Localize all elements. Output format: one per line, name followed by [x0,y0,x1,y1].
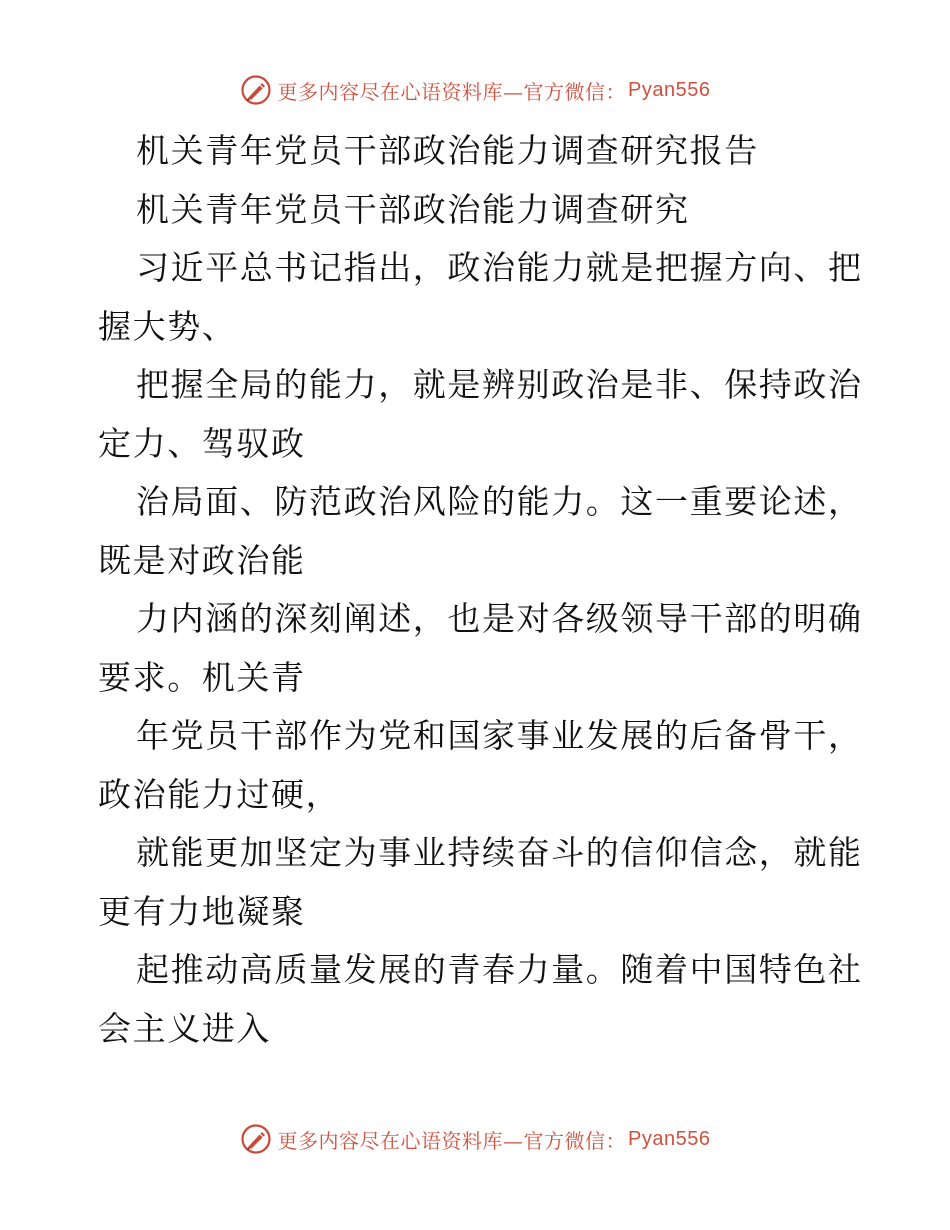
document-title: 机关青年党员干部政治能力调查研究报告 [136,131,759,170]
header-wechat-id: Pyan556 [628,78,711,101]
pen-logo-icon [240,74,272,106]
footer-watermark [240,1123,711,1155]
paragraph-line: 政治能力过硬， [98,774,341,814]
paragraph-line: 既是对政治能 [98,540,306,580]
paragraph-line: 更有力地凝聚 [98,891,306,931]
paragraph-line: 把握全局的能力，就是辨别政治是非、保持政治 [136,365,863,404]
paragraph-line: 治局面、防范政治风险的能力。这一重要论述， [136,482,863,521]
footer-text: 更多内容尽在心语资料库—官方微信： [277,1128,627,1153]
paragraph-line: 起推动高质量发展的青春力量。随着中国特色社 [136,950,863,989]
footer-wechat-id: Pyan556 [628,1127,711,1150]
paragraph-line: 年党员干部作为党和国家事业发展的后备骨干， [136,716,863,755]
header-watermark [240,74,711,106]
paragraph-line: 就能更加坚定为事业持续奋斗的信仰信念，就能 [136,833,863,872]
header-text: 更多内容尽在心语资料库—官方微信： [277,79,627,104]
paragraph-line: 定力、驾驭政 [98,423,306,463]
pen-logo-icon [240,1123,272,1155]
paragraph-line: 习近平总书记指出，政治能力就是把握方向、把 [136,248,863,287]
document-subtitle: 机关青年党员干部政治能力调查研究 [136,189,690,229]
footer-banner [0,1119,950,1159]
paragraph-line: 握大势、 [98,306,237,346]
paragraph-line: 会主义进入 [98,1008,271,1048]
header-banner [0,70,950,110]
document-body [98,122,863,1058]
paragraph-line: 要求。机关青 [98,657,306,697]
paragraph-line: 力内涵的深刻阐述，也是对各级领导干部的明确 [136,599,863,638]
